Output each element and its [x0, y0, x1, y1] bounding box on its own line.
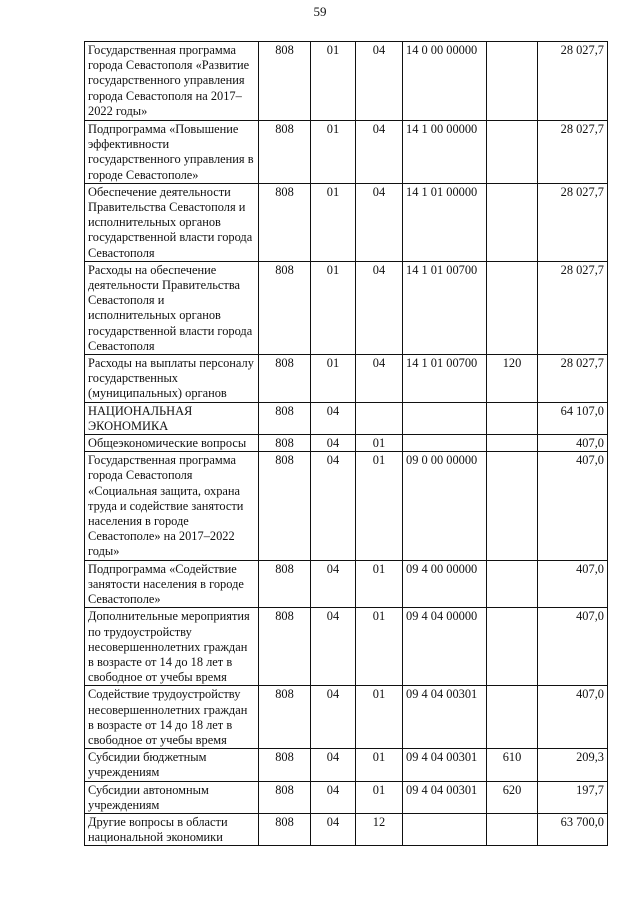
expense-name-cell: Субсидии автономным учреждениям [85, 781, 259, 813]
expense-type-cell [487, 261, 538, 354]
expense-name-cell: Подпрограмма «Повышение эффективности государственного управления в городе Севастополе» [85, 121, 259, 184]
expense-name-cell: Общеэкономические вопросы [85, 435, 259, 452]
expense-name-cell: Подпрограмма «Содействие занятости населения в городе Севастополе» [85, 560, 259, 608]
subsection-code-cell: 12 [356, 813, 403, 845]
ministry-code-cell: 808 [259, 402, 311, 434]
expense-name-cell: Дополнительные мероприятия по трудоустройству несовершеннолетних граждан в возрасте от 14 до 18 лет в свободное от учебы время [85, 608, 259, 686]
ministry-code-cell: 808 [259, 435, 311, 452]
amount-cell: 64 107,0 [538, 402, 608, 434]
amount-cell: 28 027,7 [538, 355, 608, 403]
target-article-cell: 14 1 01 00700 [403, 355, 487, 403]
expense-type-cell [487, 402, 538, 434]
table-row [85, 402, 608, 434]
ministry-code-cell: 808 [259, 749, 311, 781]
expense-type-cell [487, 560, 538, 608]
expense-name-cell: Другие вопросы в области национальной экономики [85, 813, 259, 845]
section-code-cell: 01 [311, 42, 356, 121]
ministry-code-cell: 808 [259, 686, 311, 749]
table-body [85, 42, 608, 846]
expense-type-cell [487, 813, 538, 845]
section-code-cell: 04 [311, 402, 356, 434]
section-code-cell: 01 [311, 261, 356, 354]
table-row [85, 452, 608, 560]
expense-type-cell: 610 [487, 749, 538, 781]
ministry-code-cell: 808 [259, 42, 311, 121]
table-row [85, 608, 608, 686]
expense-type-cell [487, 42, 538, 121]
page-number: 59 [313, 4, 327, 19]
amount-cell: 28 027,7 [538, 183, 608, 261]
table-row [85, 560, 608, 608]
amount-cell: 407,0 [538, 452, 608, 560]
expense-type-cell: 120 [487, 355, 538, 403]
expense-name-cell: Расходы на обеспечение деятельности Правительства Севастополя и исполнительных органов государственной власти города Севастополя [85, 261, 259, 354]
section-code-cell: 01 [311, 183, 356, 261]
target-article-cell: 09 4 04 00301 [403, 781, 487, 813]
ministry-code-cell: 808 [259, 121, 311, 184]
expense-type-cell [487, 121, 538, 184]
amount-cell: 407,0 [538, 686, 608, 749]
ministry-code-cell: 808 [259, 813, 311, 845]
subsection-code-cell: 04 [356, 261, 403, 354]
subsection-code-cell: 01 [356, 749, 403, 781]
subsection-code-cell: 01 [356, 608, 403, 686]
subsection-code-cell: 01 [356, 686, 403, 749]
section-code-cell: 04 [311, 749, 356, 781]
expense-type-cell [487, 686, 538, 749]
expense-name-cell: Обеспечение деятельности Правительства Севастополя и исполнительных органов государственной власти города Севастополя [85, 183, 259, 261]
expense-type-cell [487, 608, 538, 686]
section-code-cell: 04 [311, 813, 356, 845]
target-article-cell: 14 1 00 00000 [403, 121, 487, 184]
table-row [85, 355, 608, 403]
table-row [85, 183, 608, 261]
table-row [85, 813, 608, 845]
subsection-code-cell: 04 [356, 42, 403, 121]
subsection-code-cell: 01 [356, 560, 403, 608]
amount-cell: 28 027,7 [538, 42, 608, 121]
table-row [85, 781, 608, 813]
expense-name-cell: Государственная программа города Севастополя «Социальная защита, охрана труда и содействие занятости населения в городе Севастополе» на 2017–2022 годы» [85, 452, 259, 560]
target-article-cell: 09 4 04 00301 [403, 686, 487, 749]
section-code-cell: 04 [311, 686, 356, 749]
table-row [85, 435, 608, 452]
amount-cell: 407,0 [538, 608, 608, 686]
table-row [85, 42, 608, 121]
table-row [85, 749, 608, 781]
target-article-cell: 09 4 00 00000 [403, 560, 487, 608]
ministry-code-cell: 808 [259, 355, 311, 403]
subsection-code-cell [356, 402, 403, 434]
amount-cell: 63 700,0 [538, 813, 608, 845]
ministry-code-cell: 808 [259, 560, 311, 608]
subsection-code-cell: 01 [356, 435, 403, 452]
subsection-code-cell: 04 [356, 121, 403, 184]
target-article-cell: 14 1 01 00700 [403, 261, 487, 354]
subsection-code-cell: 04 [356, 355, 403, 403]
expense-type-cell: 620 [487, 781, 538, 813]
expense-name-cell: НАЦИОНАЛЬНАЯ ЭКОНОМИКА [85, 402, 259, 434]
section-code-cell: 04 [311, 608, 356, 686]
target-article-cell [403, 813, 487, 845]
expense-name-cell: Расходы на выплаты персоналу государственных (муниципальных) органов [85, 355, 259, 403]
table-row [85, 261, 608, 354]
section-code-cell: 04 [311, 781, 356, 813]
expense-name-cell: Субсидии бюджетным учреждениям [85, 749, 259, 781]
expense-type-cell [487, 435, 538, 452]
section-code-cell: 01 [311, 121, 356, 184]
section-code-cell: 04 [311, 560, 356, 608]
target-article-cell: 14 1 01 00000 [403, 183, 487, 261]
ministry-code-cell: 808 [259, 261, 311, 354]
section-code-cell: 04 [311, 452, 356, 560]
ministry-code-cell: 808 [259, 781, 311, 813]
expense-name-cell: Государственная программа города Севастополя «Развитие государственного управления города Севастополя на 2017–2022 годы» [85, 42, 259, 121]
section-code-cell: 04 [311, 435, 356, 452]
subsection-code-cell: 04 [356, 183, 403, 261]
budget-table [84, 41, 608, 846]
target-article-cell [403, 435, 487, 452]
table-row [85, 121, 608, 184]
amount-cell: 197,7 [538, 781, 608, 813]
amount-cell: 407,0 [538, 560, 608, 608]
section-code-cell: 01 [311, 355, 356, 403]
amount-cell: 407,0 [538, 435, 608, 452]
target-article-cell [403, 402, 487, 434]
target-article-cell: 09 4 04 00000 [403, 608, 487, 686]
amount-cell: 28 027,7 [538, 121, 608, 184]
amount-cell: 28 027,7 [538, 261, 608, 354]
subsection-code-cell: 01 [356, 781, 403, 813]
ministry-code-cell: 808 [259, 608, 311, 686]
amount-cell: 209,3 [538, 749, 608, 781]
ministry-code-cell: 808 [259, 183, 311, 261]
expense-type-cell [487, 452, 538, 560]
target-article-cell: 14 0 00 00000 [403, 42, 487, 121]
target-article-cell: 09 0 00 00000 [403, 452, 487, 560]
ministry-code-cell: 808 [259, 452, 311, 560]
target-article-cell: 09 4 04 00301 [403, 749, 487, 781]
subsection-code-cell: 01 [356, 452, 403, 560]
expense-type-cell [487, 183, 538, 261]
table-row [85, 686, 608, 749]
expense-name-cell: Содействие трудоустройству несовершеннолетних граждан в возрасте от 14 до 18 лет в свободное от учебы время [85, 686, 259, 749]
